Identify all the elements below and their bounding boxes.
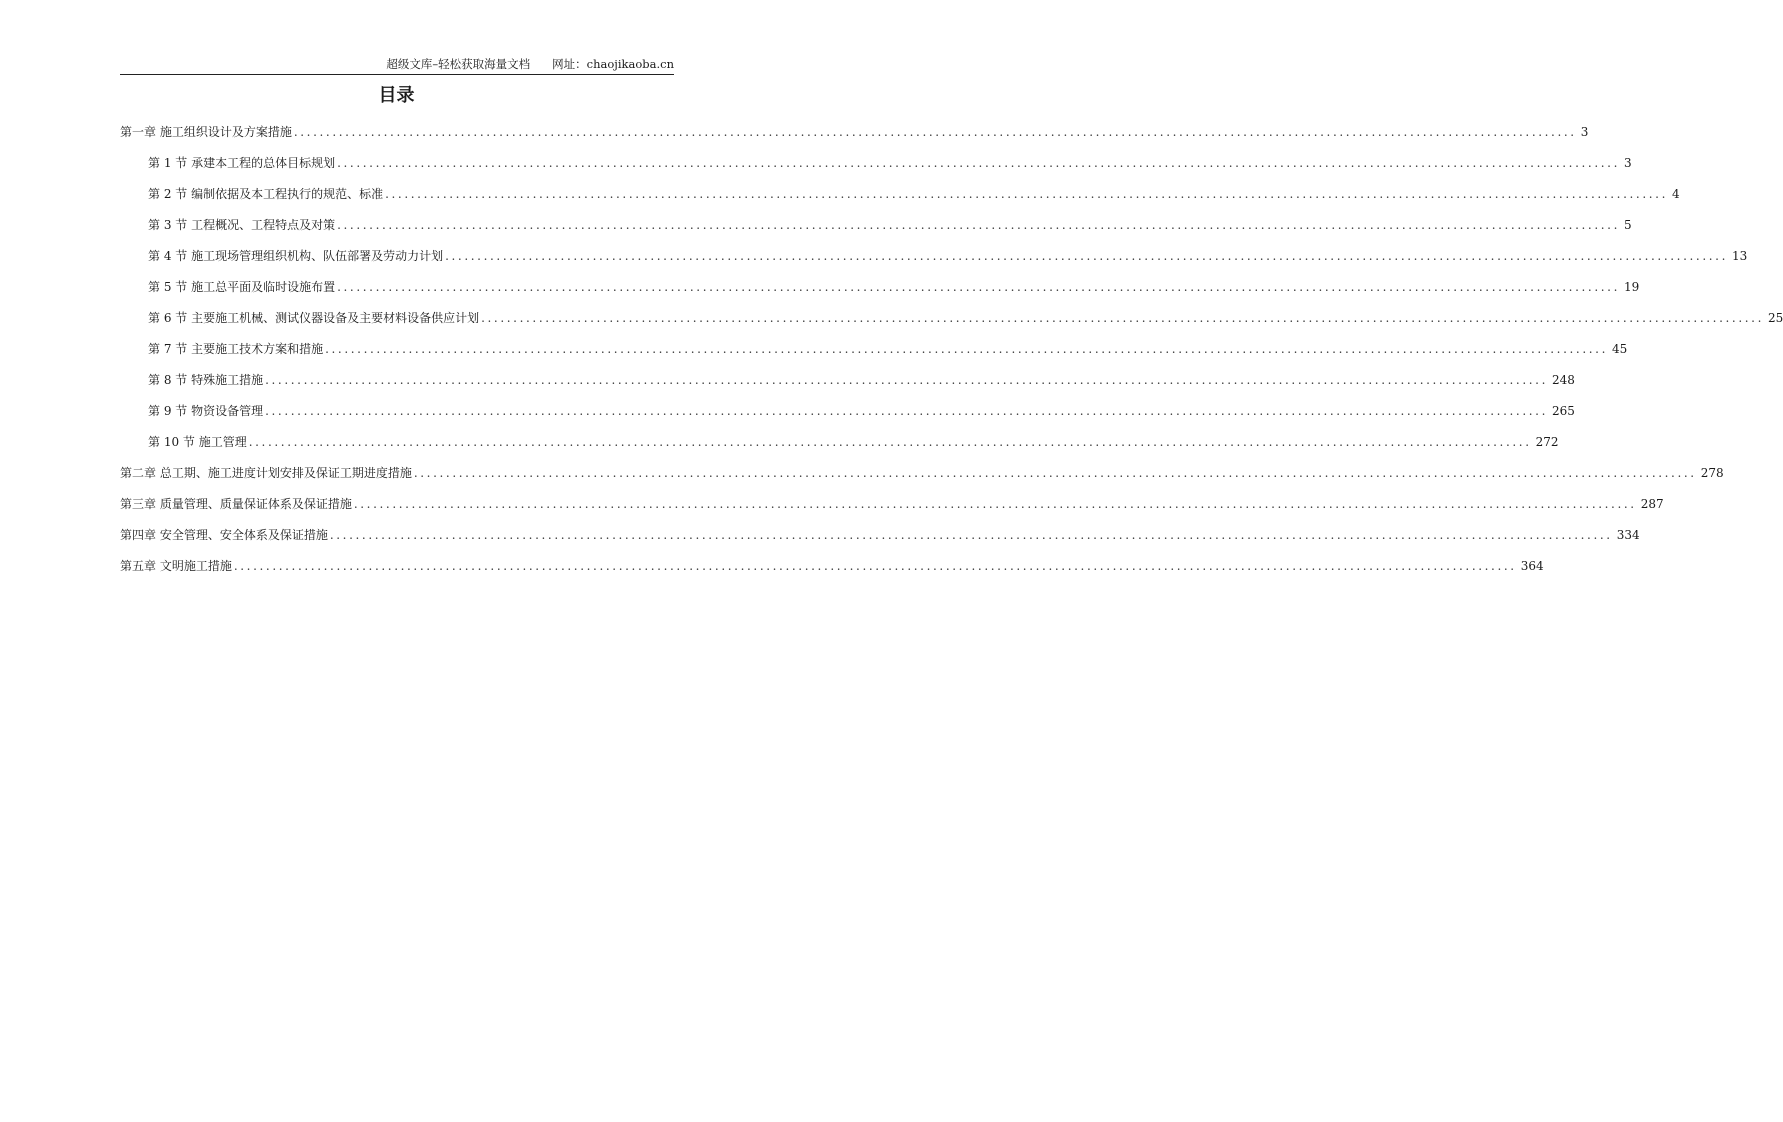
toc-section-entry[interactable]	[120, 151, 1632, 182]
toc-page-number: 5	[1623, 218, 1632, 232]
toc-section-entry[interactable]	[120, 306, 1783, 337]
toc-entry-title: 第 8 节 特殊施工措施	[148, 373, 264, 387]
toc-page-number: 265	[1551, 404, 1575, 418]
page-header	[120, 56, 674, 75]
table-of-contents	[120, 120, 1783, 585]
header-url-text: 网址：chaojikaoba.cn	[552, 57, 674, 71]
toc-entry-title: 第 9 节 物资设备管理	[148, 404, 264, 418]
toc-section-entry[interactable]	[120, 182, 1680, 213]
toc-section-entry[interactable]	[120, 337, 1628, 368]
toc-page-number: 287	[1640, 497, 1664, 511]
toc-entry-title: 第五章 文明施工措施	[120, 559, 232, 573]
toc-chapter-entry[interactable]	[120, 120, 1589, 151]
toc-section-entry[interactable]	[120, 213, 1632, 244]
toc-chapter-entry[interactable]	[120, 492, 1664, 523]
toc-dot-leader: ........................................................................................................................................................................................................	[481, 311, 1764, 325]
toc-chapter-entry[interactable]	[120, 523, 1640, 554]
toc-page-number: 4	[1671, 187, 1680, 201]
toc-entry-title: 第 5 节 施工总平面及临时设施布置	[148, 280, 336, 294]
toc-section-entry[interactable]	[120, 368, 1575, 399]
toc-entry-title: 第四章 安全管理、安全体系及保证措施	[120, 528, 328, 542]
toc-dot-leader: ........................................................................................................................................................................................................	[413, 466, 1697, 480]
toc-dot-leader: ........................................................................................................................................................................................................	[337, 218, 1620, 232]
toc-page-number: 19	[1623, 280, 1640, 294]
toc-section-entry[interactable]	[120, 275, 1640, 306]
toc-entry-title: 第 3 节 工程概况、工程特点及对策	[148, 218, 336, 232]
toc-entry-title: 第三章 质量管理、质量保证体系及保证措施	[120, 497, 352, 511]
toc-chapter-entry[interactable]	[120, 554, 1544, 585]
toc-entry-title: 第一章 施工组织设计及方案措施	[120, 125, 292, 139]
toc-page-number: 272	[1535, 435, 1559, 449]
page-title: 目录	[378, 85, 415, 106]
toc-page-number: 25	[1767, 311, 1783, 325]
toc-entry-title: 第 7 节 主要施工技术方案和措施	[148, 342, 324, 356]
toc-dot-leader: ........................................................................................................................................................................................................	[293, 125, 1577, 139]
toc-page-number: 278	[1700, 466, 1724, 480]
toc-entry-title: 第二章 总工期、施工进度计划安排及保证工期进度措施	[120, 466, 412, 480]
header-site-text: 超级文库–轻松获取海量文档	[386, 57, 531, 71]
toc-page-number: 3	[1580, 125, 1589, 139]
toc-entry-title: 第 6 节 主要施工机械、测试仪器设备及主要材料设备供应计划	[148, 311, 480, 325]
toc-page-number: 13	[1731, 249, 1748, 263]
toc-page-number: 3	[1623, 156, 1632, 170]
toc-section-entry[interactable]	[120, 399, 1575, 430]
toc-dot-leader: ........................................................................................................................................................................................................	[329, 528, 1613, 542]
toc-entry-title: 第 1 节 承建本工程的总体目标规划	[148, 156, 336, 170]
toc-page-number: 248	[1551, 373, 1575, 387]
toc-dot-leader: ........................................................................................................................................................................................................	[265, 373, 1548, 387]
toc-entry-title: 第 4 节 施工现场管理组织机构、队伍部署及劳动力计划	[148, 249, 444, 263]
toc-entry-title: 第 2 节 编制依据及本工程执行的规范、标准	[148, 187, 384, 201]
toc-dot-leader: ........................................................................................................................................................................................................	[445, 249, 1728, 263]
toc-dot-leader: ........................................................................................................................................................................................................	[385, 187, 1668, 201]
toc-page-number: 364	[1520, 559, 1544, 573]
toc-section-entry[interactable]	[120, 244, 1748, 275]
toc-dot-leader: ........................................................................................................................................................................................................	[265, 404, 1548, 418]
toc-section-entry[interactable]	[120, 430, 1559, 461]
toc-dot-leader: ........................................................................................................................................................................................................	[325, 342, 1608, 356]
toc-page-number: 334	[1616, 528, 1640, 542]
toc-dot-leader: ........................................................................................................................................................................................................	[353, 497, 1637, 511]
toc-dot-leader: ........................................................................................................................................................................................................	[233, 559, 1517, 573]
toc-entry-title: 第 10 节 施工管理	[148, 435, 247, 449]
toc-chapter-entry[interactable]	[120, 461, 1724, 492]
toc-page-number: 45	[1611, 342, 1628, 356]
toc-dot-leader: ........................................................................................................................................................................................................	[337, 156, 1620, 170]
toc-dot-leader: ........................................................................................................................................................................................................	[337, 280, 1620, 294]
toc-dot-leader: ........................................................................................................................................................................................................	[248, 435, 1532, 449]
